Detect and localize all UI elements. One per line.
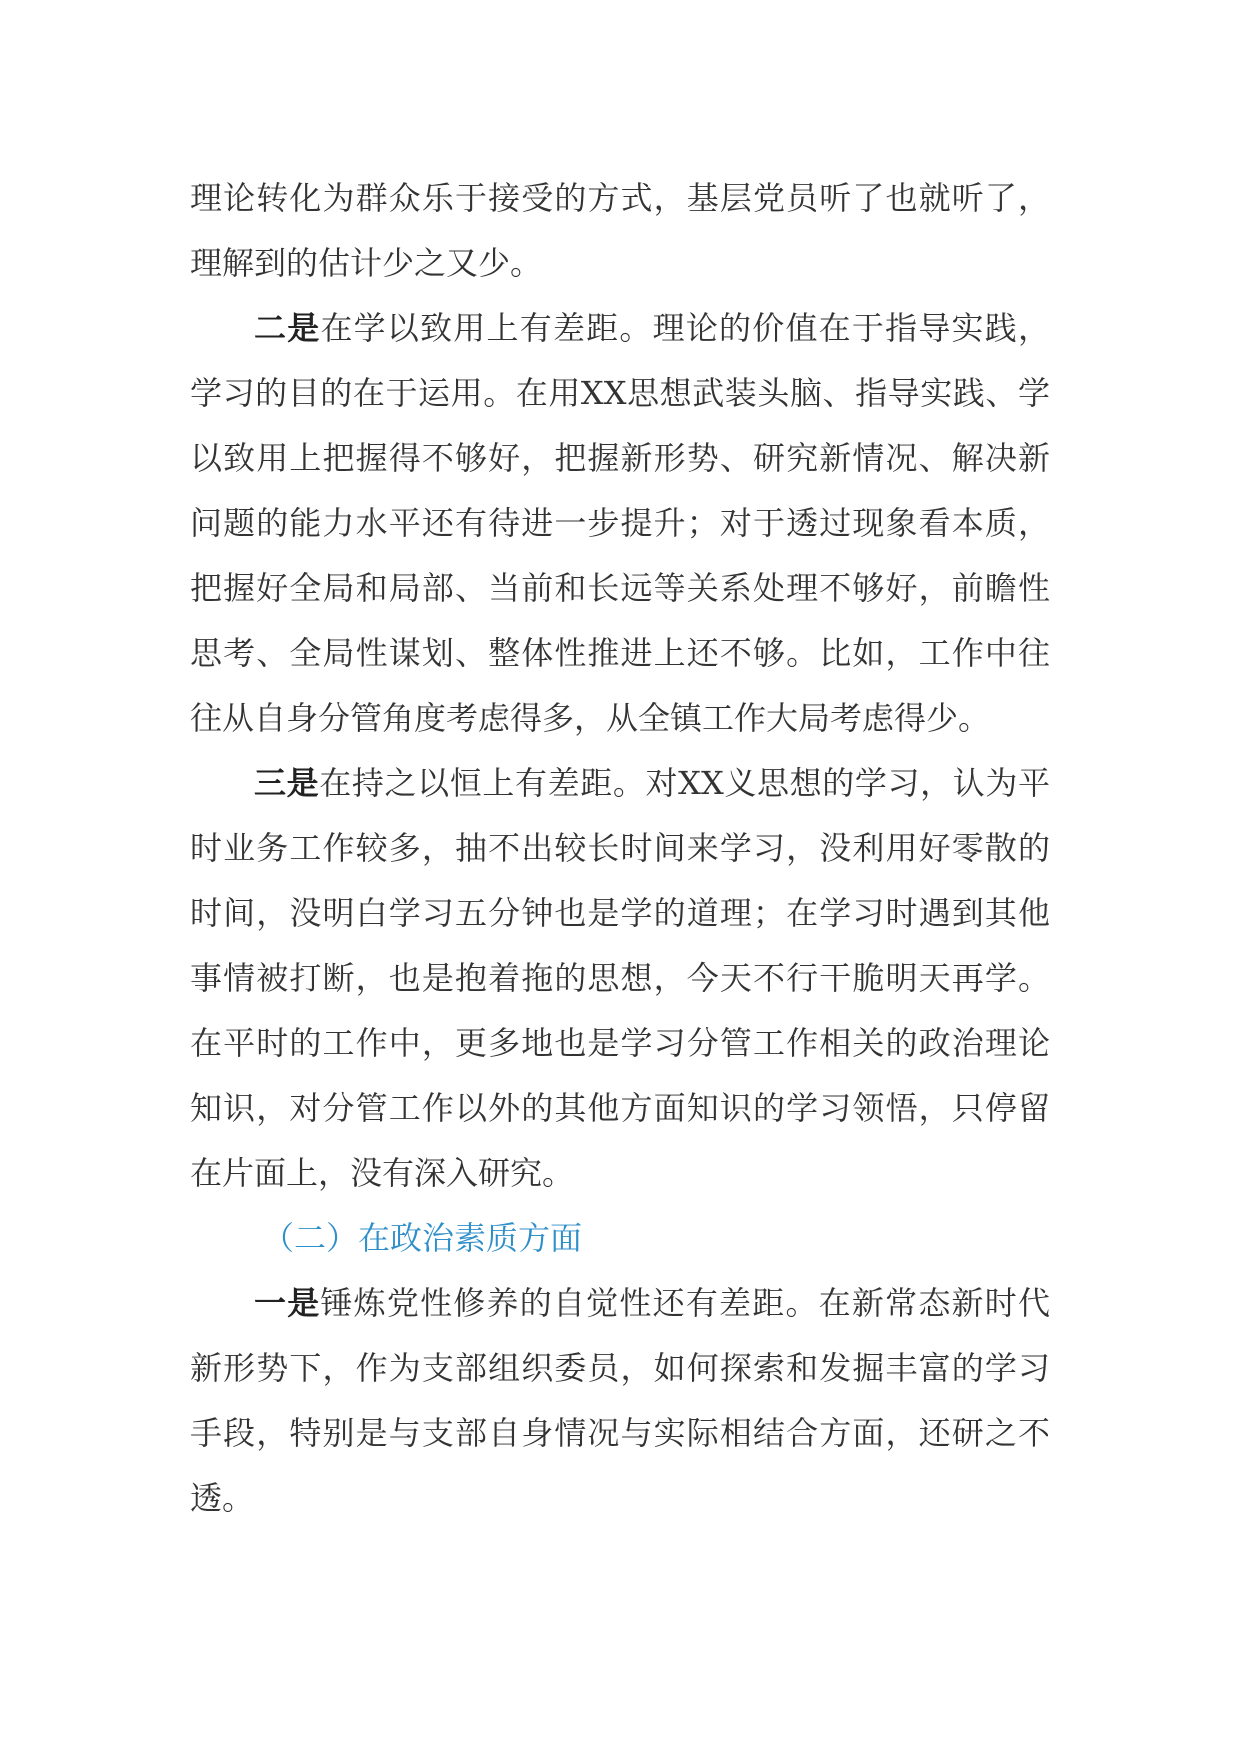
paragraph-text: 在持之以恒上有差距。对XX义思想的学习，认为平时业务工作较多，抽不出较长时间来学习，没利用好零散的时间，没明白学习五分钟也是学的道理；在学习时遇到其他事情被打断，也是抱着拖的思想，今天不行干脆明天再学。在平时的工作中，更多地也是学习分管工作相关的政治理论知识，对分管工作以外的其他方面知识的学习领悟，只停留在片面上，没有深入研究。 — [190, 764, 1050, 1192]
document-body — [190, 166, 1050, 1531]
paragraph-third-point — [190, 751, 1050, 1206]
paragraph-continuation — [190, 166, 1050, 296]
paragraph-text: 理论转化为群众乐于接受的方式，基层党员听了也就听了，理解到的估计少之又少。 — [190, 179, 1050, 282]
paragraph-lead: 一是 — [254, 1284, 321, 1322]
paragraph-second-point — [190, 296, 1050, 751]
paragraph-lead: 三是 — [254, 764, 320, 802]
paragraph-first-point — [190, 1271, 1050, 1531]
paragraph-text: 锤炼党性修养的自觉性还有差距。在新常态新时代新形势下，作为支部组织委员，如何探索和发掘丰富的学习手段，特别是与支部自身情况与实际相结合方面，还研之不透。 — [190, 1284, 1050, 1517]
paragraph-text: 在学以致用上有差距。理论的价值在于指导实践，学习的目的在于运用。在用XX思想武装头脑、指导实践、学以致用上把握得不够好，把握新形势、研究新情况、解决新问题的能力水平还有待进一步提升；对于透过现象看本质，把握好全局和局部、当前和长远等关系处理不够好，前瞻性思考、全局性谋划、整体性推进上还不够。比如，工作中往往从自身分管角度考虑得多，从全镇工作大局考虑得少。 — [190, 309, 1050, 737]
section-heading: （二）在政治素质方面 — [262, 1219, 583, 1257]
paragraph-lead: 二是 — [254, 309, 321, 347]
